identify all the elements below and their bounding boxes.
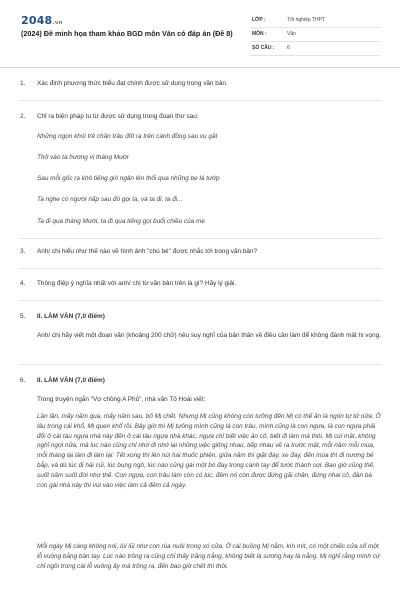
document-title: (2024) Đề minh họa tham khảo BGD môn Văn có đáp án (Đề 8): [21, 29, 233, 38]
meta-row-class: [250, 14, 380, 28]
meta-label: MÔN :: [252, 31, 267, 37]
divider: [20, 300, 382, 301]
divider: [20, 268, 382, 269]
poem-line-3: Sau mỗi gốc rạ khô tiếng gió ngân lên thổi qua những bẹ lá tướp: [37, 175, 220, 182]
poem-line-1: Những ngọn khói trẻ chăn trâu đốt rạ trên cánh đồng sau vụ gặt: [37, 133, 218, 140]
divider: [20, 364, 382, 365]
question-text: Chỉ ra biện pháp tu từ được sử dụng trong đoạn thơ sau:: [37, 113, 199, 120]
logo-tld: .vn: [52, 20, 63, 26]
question-intro: Trong truyện ngắn "Vợ chồng A Phủ", nhà văn Tô Hoài viết:: [37, 396, 206, 403]
question-text: Anh/ chị hiểu như thế nào về hình ảnh "chú bé" được nhắc tới trong văn bản?: [37, 248, 258, 255]
logo-main: 2048: [21, 14, 53, 27]
question-text: Xác định phương thức biểu đạt chính được sử dụng trong văn bản.: [37, 80, 228, 87]
meta-label: SỐ CÂU :: [252, 45, 275, 51]
question-number: 5.: [20, 313, 26, 320]
divider: [20, 100, 382, 101]
site-logo[interactable]: [21, 14, 63, 27]
meta-value: 6: [287, 45, 290, 51]
section-heading: II. LÀM VĂN (7,0 điểm): [37, 377, 105, 384]
question-number: 2.: [20, 113, 26, 120]
meta-label: LỚP :: [252, 17, 266, 23]
excerpt-paragraph-2: Mỗi ngày Mị càng không nói, lùi lũi như con rùa nuôi trong xó cửa. Ở cái buồng Mị nằm, kín mít, có một chiếc cửa sổ một lỗ vuông bằng bàn tay. Lúc nào trông ra cũng chỉ thấy trăng trắng, không biết là sương hay là nắng. Mị nghĩ rằng mình cứ chỉ ngồi trong cái lỗ vuông ấy mà trông ra, đến bao giờ chết thì thôi.: [37, 543, 380, 570]
poem-line-2: Thở vào ta hương vị tháng Mười: [37, 154, 129, 161]
meta-value: Tốt nghiệp THPT: [287, 17, 325, 23]
question-text: Thông điệp ý nghĩa nhất với anh/ chị từ văn bản trên là gì? Hãy lý giải.: [37, 280, 237, 287]
poem-line-5: Ta đi qua tháng Mười, ta đi qua tiếng gọi buổi chiều của mẹ: [37, 218, 205, 225]
meta-row-count: [250, 42, 380, 56]
divider: [20, 238, 382, 239]
question-number: 1.: [20, 80, 26, 87]
question-number: 4.: [20, 280, 26, 287]
excerpt-paragraph-1: Lần lần, mấy năm qua, mấy năm sau, bố Mị chết. Nhưng Mị cũng không còn tưởng đến Mị có thể ăn lá ngón tự tử nữa. Ở lâu trong cái khổ, Mị quen khổ rồi. Bây giờ thì Mị tưởng mình cũng là con trâu, mình cũng là con ngựa, là con ngựa phải đổi ở cái tàu ngựa nhà này đến ở cái tàu ngựa nhà khác, ngựa chỉ biết việc ăn cỏ, biết đi làm mà thôi. Mị cúi mặt, không nghĩ ngợi nữa, mà lúc nào cũng chỉ nhớ đi nhớ lại những việc giống nhau, tiếp nhau vẽ ra trước mặt, mỗi năm mỗi mùa, mỗi tháng lại làm đi làm lại: Tết xong thì lên núi hái thuốc phiện, giữa năm thì giặt đay, xe đay, đến mùa thì đi nương bẻ bắp, và dù lúc đi hái củi, lúc bung ngô, lúc nào cũng gài một bó đay trong cánh tay để tước thành sợi. Bao giờ cũng thế, suốt năm suốt đời như thế. Con ngựa, con trâu làm còn có lúc, đêm nó còn được đứng gãi chân, đứng nhai cỏ, đàn bà con gái nhà này thì vùi vào việc làm cả đêm cả ngày.: [37, 413, 381, 489]
poem-line-4: Ta nghe có người nấp sau đó gọi ta, và ta đi, ta đi...: [37, 196, 183, 203]
section-heading: II. LÀM VĂN (7,0 điểm): [37, 313, 105, 320]
document-meta: [250, 14, 380, 56]
question-body: Anh/ chị hãy viết một đoạn văn (khoảng 200 chữ) nêu suy nghĩ của bản thân về điều cần làm để không đánh mất hi vọng.: [37, 332, 381, 339]
meta-value: Văn: [287, 31, 296, 37]
page-header: [0, 0, 400, 68]
question-number: 3.: [20, 248, 26, 255]
question-number: 6.: [20, 377, 26, 384]
meta-row-subject: [250, 28, 380, 42]
